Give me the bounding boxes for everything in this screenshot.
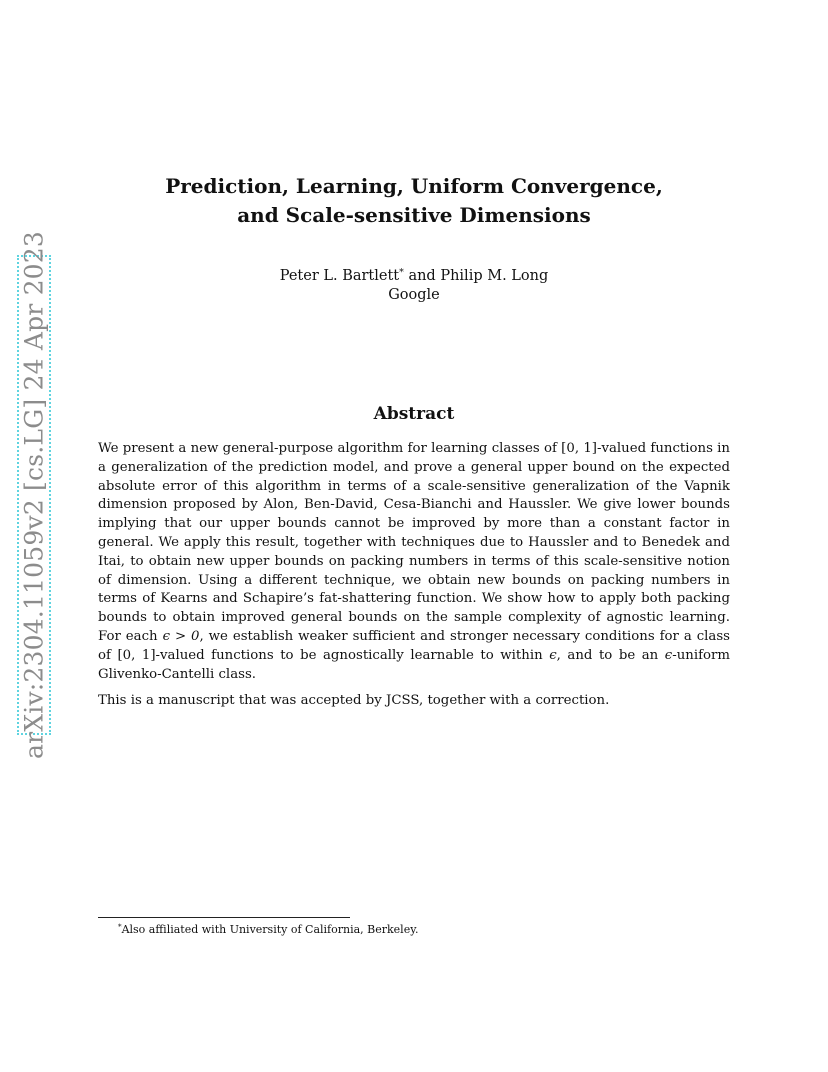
title-line-1: Prediction, Learning, Uniform Convergence, — [165, 174, 663, 198]
abstract-text: -uniform Glivenko-Cantelli class. — [98, 647, 730, 682]
abstract-paragraph-2: This is a manuscript that was accepted by JCSS, together with a correction. — [98, 693, 610, 709]
paper-title — [98, 172, 730, 230]
abstract-text: , and to be an — [556, 647, 665, 663]
footnote-text: Also affiliated with University of California, Berkeley. — [121, 923, 419, 936]
author-2: Philip M. Long — [440, 268, 549, 284]
footnote-rule — [98, 917, 350, 918]
footnote — [118, 923, 418, 937]
math-epsilon: ϵ — [549, 647, 557, 663]
abstract-body — [98, 440, 730, 719]
arxiv-stamp — [17, 230, 51, 760]
title-line-2: and Scale-sensitive Dimensions — [237, 203, 591, 227]
math-epsilon: ϵ — [664, 647, 673, 663]
abstract-text: We present a new general-purpose algorithm for learning classes of [0, 1]-valued functions in a generalization of the prediction model, and prove a general upper bound on the expected absolute error of this algorithm in terms of a scale-sensitive generalization of the Vapnik dimension proposed by Alon, Ben-David, Cesa-Bianchi and Haussler. We give lower bounds implying that our upper bounds cannot be improved by more than a constant factor in general. We apply this result, together with techniques due to Haussler and to Benedek and Itai, to obtain new upper bounds on packing numbers in terms of this scale-sensitive notion of dimension. Using a different technique, we obtain new bounds on packing numbers in terms of Kearns and Schapire’s fat-shattering function. We show how to apply both packing bounds to obtain improved general bounds on the sample complexity of agnostic learning. For each — [98, 441, 730, 644]
arxiv-identifier: arXiv:2304.11059v2 [cs.LG] 24 Apr 2023 — [19, 230, 49, 760]
abstract-paragraph-1 — [98, 440, 730, 684]
affiliation: Google — [388, 287, 440, 303]
math-epsilon-gt-zero: ϵ > 0 — [162, 628, 200, 644]
footnote-mark: * — [118, 922, 122, 932]
author-line — [98, 267, 730, 286]
author-connector: and — [403, 268, 441, 284]
author-1-footnote-mark: * — [399, 266, 404, 278]
abstract-text: , we establish weaker sufficient and stronger necessary conditions for a class of [0, 1]-valued functions to be agnostically learnable to within — [98, 628, 730, 663]
abstract-heading: Abstract — [373, 404, 455, 424]
author-block — [98, 267, 730, 305]
author-1: Peter L. Bartlett — [279, 268, 400, 284]
